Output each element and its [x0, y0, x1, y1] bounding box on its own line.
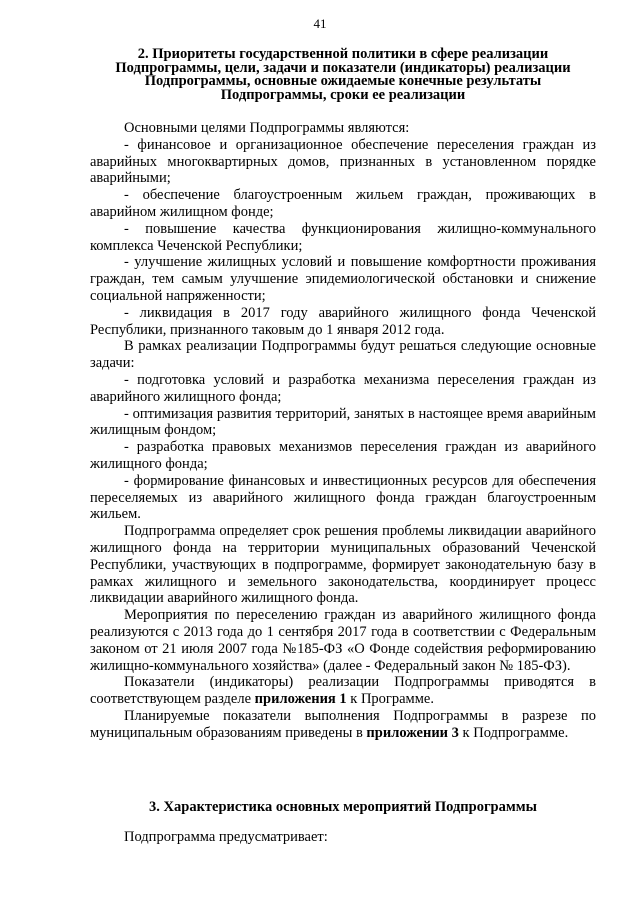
paragraph: В рамках реализации Подпрограммы будут решаться следующие основные задачи:: [90, 338, 596, 372]
paragraph: - подготовка условий и разработка механизма переселения граждан из аварийного жилищного фонда;: [90, 371, 596, 405]
paragraph: - разработка правовых механизмов переселения граждан из аварийного жилищного фонда;: [90, 439, 596, 472]
paragraph: Подпрограмма определяет срок решения проблемы ликвидации аварийного жилищного фонда на территории муниципальных образований Чеченской Республики, участвующих в подпрограмме, формирует законодательную базу в рамках жилищного и земельного законодательства, координирует процесс ликвидации аварийного жилищного фонда.: [90, 523, 596, 607]
text: Планируемые показатели выполнения Подпрограммы в разрезе по муниципальным образованиям приведены в: [90, 707, 596, 741]
text: к Подпрограмме.: [458, 724, 569, 741]
paragraph: - финансовое и организационное обеспечение переселения граждан из аварийных многоквартирных домов, признанных в установленном порядке аварийными;: [90, 136, 596, 187]
heading-line: Подпрограммы, сроки ее реализации: [220, 86, 466, 103]
heading-line: 2. Приоритеты государственной политики в сфере реализации: [137, 46, 549, 62]
paragraph: - повышение качества функционирования жилищно-коммунального комплекса Чеченской Республики;: [90, 220, 596, 254]
section-3-heading: 3. Характеристика основных мероприятий Подпрограммы: [149, 799, 537, 815]
section-2-body: [90, 120, 596, 741]
paragraph: - обеспечение благоустроенным жильем граждан, проживающих в аварийном жилищном фонде;: [90, 187, 596, 220]
paragraph: - улучшение жилищных условий и повышение комфортности проживания граждан, тем самым улучшение эпидемиологической обстановки и снижение социальной напряженности;: [90, 254, 596, 304]
appendix-reference: приложения 1: [254, 691, 347, 708]
paragraph: - формирование финансовых и инвестиционных ресурсов для обеспечения переселяемых из аварийного жилищного фонда граждан благоустроенным жильем.: [90, 472, 596, 523]
paragraph: Подпрограмма предусматривает:: [124, 829, 328, 845]
paragraph: Основными целями Подпрограммы являются:: [124, 120, 410, 136]
page-number: 41: [313, 16, 327, 31]
text: Показатели (индикаторы) реализации Подпрограммы приводятся в соответствующем разделе: [90, 674, 596, 708]
paragraph: Мероприятия по переселению граждан из аварийного жилищного фонда реализуются с 2013 года до 1 сентября 2017 года в соответствии с Федеральным законом от 21 июля 2007 года №185-ФЗ «О Фонде содействия реформированию жилищно-коммунального хозяйства» (далее - Федеральный закон № 185-ФЗ).: [90, 607, 596, 674]
paragraph: - оптимизация развития территорий, занятых в настоящее время аварийным жилищным фондом;: [90, 405, 596, 439]
appendix-reference: приложении 3: [366, 724, 459, 741]
heading-line: Подпрограммы, цели, задачи и показатели (индикаторы) реализации: [115, 59, 571, 76]
section-2-heading: [90, 48, 596, 102]
heading-line: Подпрограммы, основные ожидаемые конечные результаты: [144, 73, 542, 89]
paragraph-planned: [90, 708, 596, 742]
paragraph: - ликвидация в 2017 году аварийного жилищного фонда Чеченской Республики, признанного таковым до 1 января 2012 года.: [90, 304, 596, 338]
text: к Программе.: [346, 691, 434, 708]
paragraph-indicators: [90, 674, 596, 708]
